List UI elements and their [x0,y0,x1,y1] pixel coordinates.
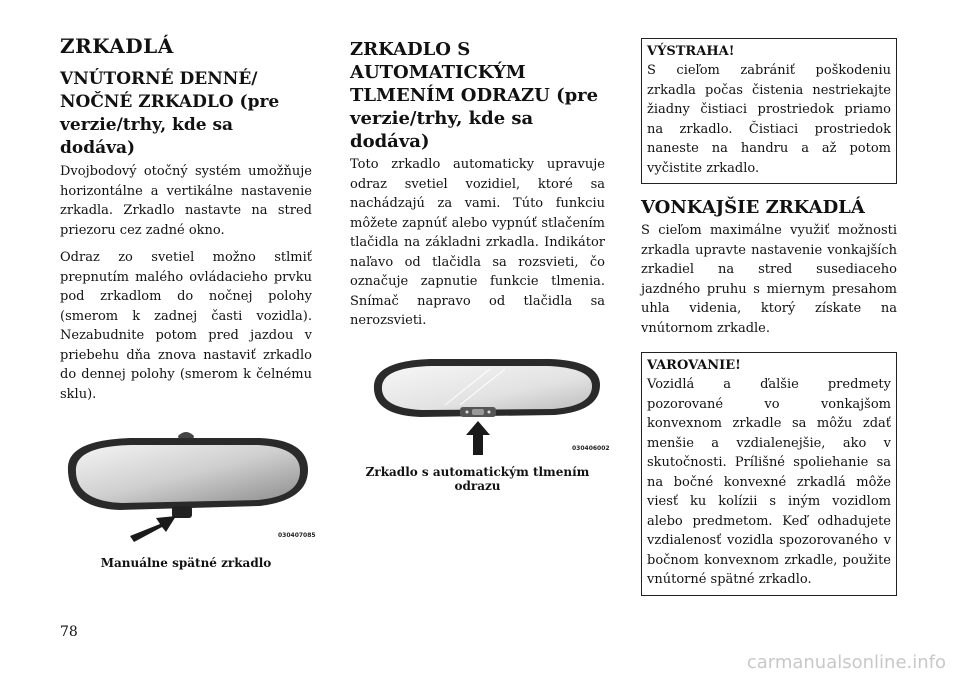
section-title-auto-dimming-mirror: ZRKADLO S AUTOMATICKÝM TLMENÍM ODRAZU (pre verzie/trhy, kde sa dodáva) [350,39,599,152]
paragraph: Dvojbodový otočný systém umožňuje horizontálne a vertikálne nastavenie zrkadla. Zrkadlo nastavte na stred priezoru cez zadné okno. [60,164,312,238]
page-number: 78 [60,624,78,640]
paragraph: Odraz zo svetiel možno stlmiť prepnutím malého ovládacieho prvku pod zrkadlom do nočnej polohy (smerom k zadnej časti vozidla). Nezabudnite potom pred jazdou v priebehu dňa znova nastaviť zrkadlo do dennej polohy (smerom k čelnému sklu). [60,250,312,402]
figure-caption: Manuálne spätné zrkadlo [100,556,272,570]
figure-code: 030407085 [278,532,316,539]
chapter-title: ZRKADLÁ [60,34,174,58]
section-title-outside-mirrors: VONKAJŠIE ZRKADLÁ [641,197,865,218]
figure-auto-dimming-mirror [350,355,610,493]
watermark: carmanualsonline.info [746,652,946,673]
left-column [60,30,316,570]
figure-manual-mirror [60,426,316,570]
section-title-day-night-mirror: VNÚTORNÉ DENNÉ/ NOČNÉ ZRKADLO (pre verzie/trhy, kde sa dodáva) [60,69,280,158]
warning-title: VÝSTRAHA! [647,44,735,59]
caution-box [641,352,897,596]
warning-box [641,38,897,184]
auto-dimming-mirror-illustration [350,355,605,459]
caution-title: VAROVANIE! [647,358,741,373]
middle-column [350,38,610,493]
manual-mirror-illustration [60,426,312,550]
figure-code: 030406002 [572,444,610,452]
right-column [641,38,897,608]
caution-text: Vozidlá a ďalšie predmety pozorované vo vonkajšom konvexnom zrkadle sa môžu zdať menšie a vzdialenejšie, ako v skutočnosti. Prílišné spoliehanie sa na bočné konvexné zrkadlá môže viesť ku kolízii s iným vozidlom alebo predmetom. Keď odhadujete vzdialenosť vozidla spozorovaného v bočnom konvexnom zrkadle, použite vnútorné spätné zrkadlo. [647,377,891,587]
figure-caption: Zrkadlo s automatickým tlmením odrazu [365,464,590,493]
paragraph: Toto zrkadlo automaticky upravuje odraz svetiel vozidiel, ktoré sa nachádzajú za vami. Túto funkciu môžete zapnúť alebo vypnúť stlačením tlačidla na základni zrkadla. Indikátor naľavo od tlačidla sa rozsvieti, čo označuje zapnutie funkcie tlmenia. Snímač napravo od tlačidla sa nerozsvieti. [350,157,605,328]
warning-text: S cieľom zabrániť poškodeniu zrkadla počas čistenia nestriekajte žiadny čistiaci prostriedok priamo na zrkadlo. Čistiaci prostriedok naneste na handru a až potom vyčistite zrkadlo. [647,63,891,176]
paragraph: S cieľom maximálne využiť možnosti zrkadla upravte nastavenie vonkajších zrkadiel na stred susediaceho jazdného pruhu s miernym presahom uhla videnia, ktorý získate na vnútornom zrkadle. [641,223,897,336]
